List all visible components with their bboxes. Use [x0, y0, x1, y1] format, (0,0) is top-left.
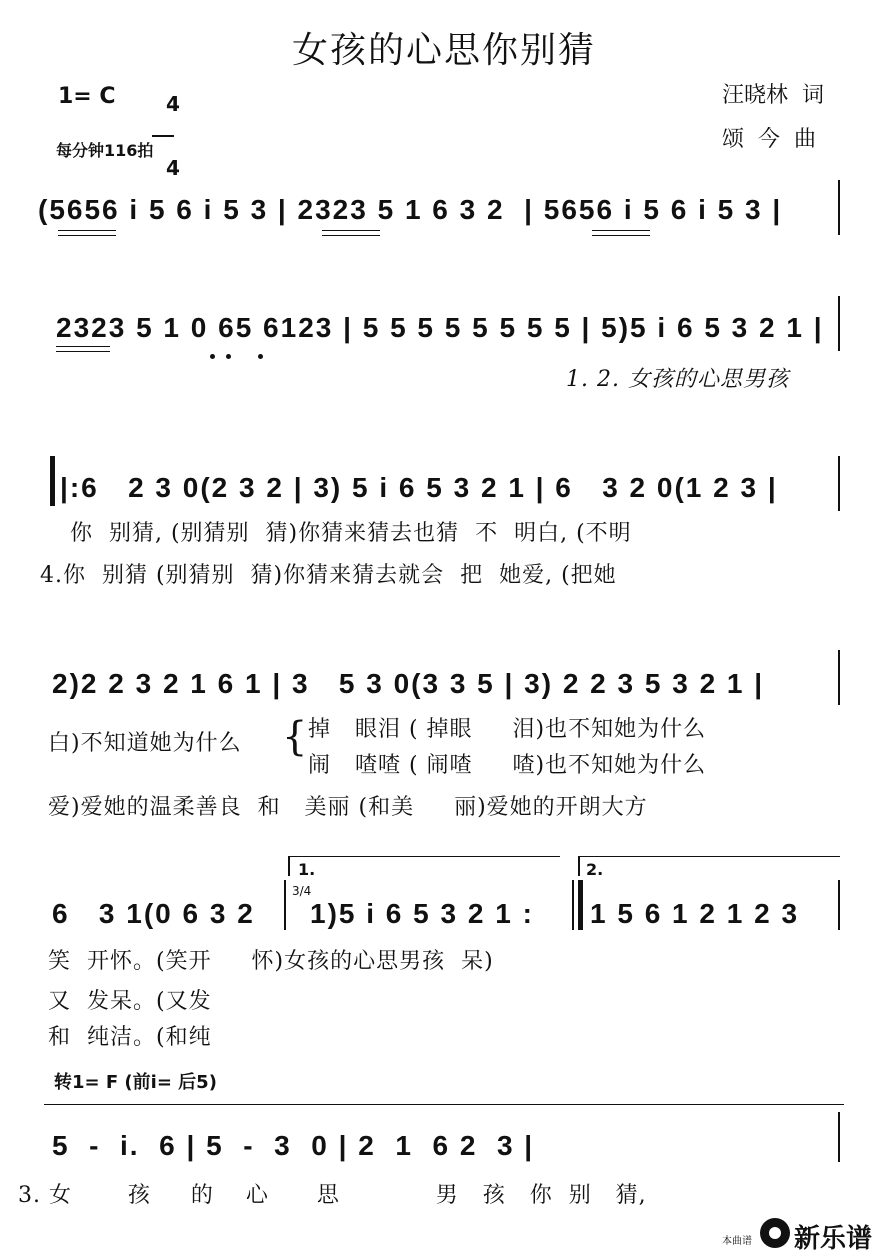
low-octave-dot	[210, 354, 215, 359]
meter-change: 3/4	[292, 884, 312, 898]
underline	[56, 346, 110, 347]
repeat-end-barline	[572, 880, 574, 930]
modulation-marking: 转1= F (前i= 后5)	[54, 1072, 217, 1093]
notation-line-5a: 6 3 1(0 6 3 2	[52, 898, 255, 929]
underline	[322, 230, 380, 231]
lyric-line-5b: 又 发呆。(又发	[48, 989, 212, 1014]
composer-credit: 颂 今 曲	[722, 127, 816, 152]
low-octave-dot	[258, 354, 263, 359]
underline	[592, 235, 650, 236]
logo-text: 新乐谱	[794, 1224, 873, 1254]
lyric-line-5c: 和 纯洁。(和纯	[48, 1025, 212, 1050]
volta-1-label: 1.	[298, 860, 316, 879]
time-signature	[152, 74, 180, 180]
volta-bracket-1-edge	[288, 856, 290, 876]
notation-line-1: (5656 i 5 6 i 5 3 | 2323 5 1 6 3 2 | 5656 i 5 6 i 5 3 |	[38, 194, 783, 225]
low-octave-dot	[226, 354, 231, 359]
volta-2-label: 2.	[586, 860, 604, 879]
time-signature-denominator: 4	[165, 156, 180, 180]
lyric-line-6: 3. 女 孩 的 心 思 男 孩 你 别 猜,	[18, 1183, 647, 1208]
barline	[838, 296, 840, 351]
underline	[58, 230, 116, 231]
notation-line-5b: 1)5 i 6 5 3 2 1 :	[310, 898, 534, 929]
lyric-line-5a: 笑 开怀。(笑开 怀)女孩的心思男孩 呆)	[48, 949, 494, 974]
time-signature-numerator: 4	[165, 92, 180, 116]
barline	[284, 880, 286, 930]
brace-icon: {	[282, 714, 308, 760]
repeat-end-barline-thick	[578, 880, 583, 930]
barline	[838, 456, 840, 511]
staff-separator	[44, 1104, 844, 1105]
lyric-line-4b: 闹 喳喳 ( 闹喳 喳)也不知她为什么	[308, 753, 707, 778]
lyric-line-4-prefix: 白)不知道她为什么	[48, 731, 242, 756]
lyric-line-3b: 4.你 别猜 (别猜别 猜)你猜来猜去就会 把 她爱, (把她	[40, 563, 617, 588]
barline	[838, 650, 840, 705]
record-icon	[760, 1218, 790, 1248]
notation-line-6: 5 - i. 6 | 5 - 3 0 | 2 1 6 2 3 |	[52, 1130, 535, 1161]
volta-bracket-2-edge	[578, 856, 580, 876]
volta-bracket-1	[288, 856, 560, 857]
key-signature: 1= C	[58, 84, 116, 109]
lyric-line-4c: 爱)爱她的温柔善良 和 美丽 (和美 丽)爱她的开朗大方	[48, 795, 648, 820]
underline	[592, 230, 650, 231]
barline	[838, 1112, 840, 1162]
song-title: 女孩的心思你别猜	[291, 30, 596, 71]
notation-line-2: 2323 5 1 0 65 6123 | 5 5 5 5 5 5 5 5 | 5)5 i 6 5 3 2 1 |	[56, 312, 824, 343]
repeat-start-barline	[50, 456, 55, 506]
volta-bracket-2	[578, 856, 840, 857]
underline	[56, 351, 110, 352]
logo-small-text: 本曲谱	[722, 1236, 752, 1247]
lyric-line-3a: 你 别猜, (别猜别 猜)你猜来猜去也猜 不 明白, (不明	[70, 521, 632, 546]
barline	[838, 180, 840, 235]
notation-line-3: |:6 2 3 0(2 3 2 | 3) 5 i 6 5 3 2 1 | 6 3 2 0(1 2 3 |	[60, 472, 778, 503]
underline	[322, 235, 380, 236]
notation-line-4: 2)2 2 3 2 1 6 1 | 3 5 3 0(3 3 5 | 3) 2 2 3 5 3 2 1 |	[52, 668, 765, 699]
barline	[838, 880, 840, 930]
lyric-line-4a: 掉 眼泪 ( 掉眼 泪)也不知她为什么	[308, 717, 707, 742]
lyric-line-2: 1. 2. 女孩的心思男孩	[566, 367, 789, 392]
underline	[58, 235, 116, 236]
lyricist-credit: 汪晓林 词	[722, 83, 824, 108]
tempo-marking: 每分钟116拍	[56, 141, 154, 160]
notation-line-5c: 1 5 6 1 2 1 2 3	[590, 898, 800, 929]
